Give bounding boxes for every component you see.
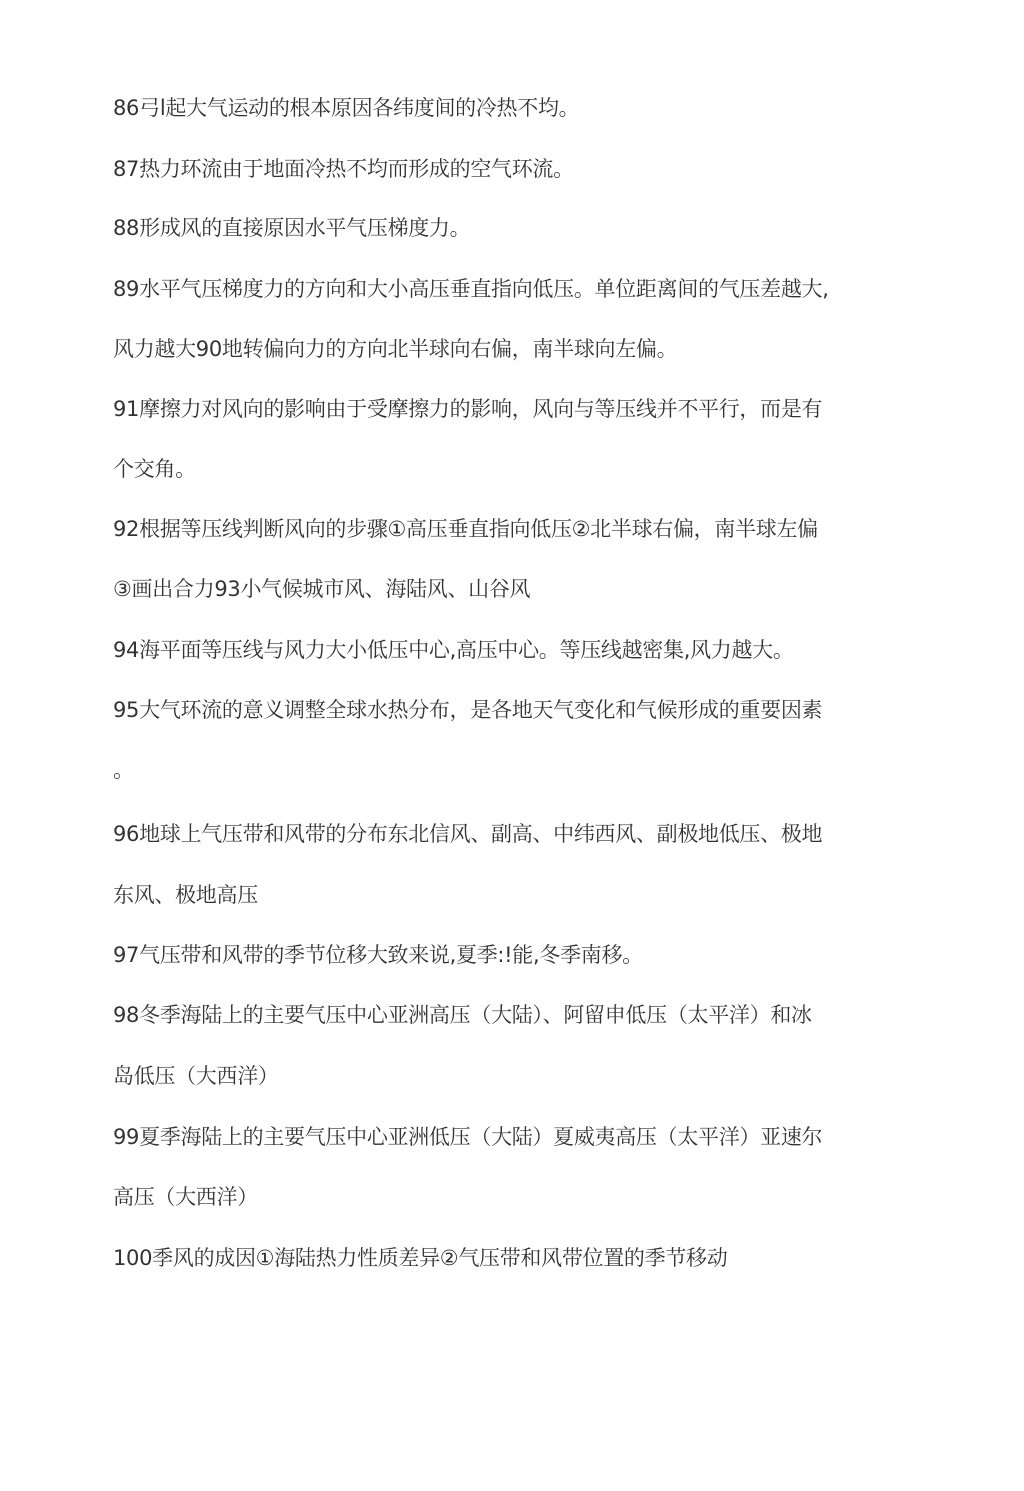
- text-line-97: 97气压带和风带的季节位移大致来说,夏季:!能,冬季南移。: [113, 943, 643, 967]
- text-line-99-continued: 高压（大西洋）: [113, 1185, 258, 1209]
- text-line-96: 96地球上气压带和风带的分布东北信风、副高、中纬西风、副极地低压、极地: [113, 822, 823, 846]
- text-line-98: 98冬季海陆上的主要气压中心亚洲高压（大陆）、阿留申低压（太平洋）和冰: [113, 1003, 812, 1027]
- text-line-98-continued: 岛低压（大西洋）: [113, 1064, 279, 1088]
- text-line-86: 86弓l起大气运动的根本原因各纬度间的冷热不均。: [113, 96, 580, 120]
- text-line-88: 88形成风的直接原因水平气压梯度力。: [113, 216, 471, 240]
- text-line-94: 94海平面等压线与风力大小低压中心,高压中心。等压线越密集,风力越大。: [113, 638, 794, 662]
- text-line-99: 99夏季海陆上的主要气压中心亚洲低压（大陆）夏威夷高压（太平洋）亚速尔: [113, 1125, 823, 1149]
- text-line-95: 95大气环流的意义调整全球水热分布，是各地天气变化和气候形成的重要因素: [113, 698, 823, 722]
- text-line-96-continued: 东风、极地高压: [113, 883, 258, 907]
- text-line-100: 100季风的成因①海陆热力性质差异②气压带和风带位置的季节移动: [113, 1246, 728, 1270]
- text-line-91: 91摩擦力对风向的影响由于受摩擦力的影响，风向与等压线并不平行，而是有: [113, 397, 823, 421]
- text-line-91-continued: 个交角。: [113, 457, 196, 481]
- text-line-89: 89水平气压梯度力的方向和大小高压垂直指向低压。单位距离间的气压差越大,: [113, 277, 829, 301]
- text-line-87: 87热力环流由于地面冷热不均而形成的空气环流。: [113, 157, 574, 181]
- text-line-92-continued: ③画出合力93小气候城市风、海陆风、山谷风: [113, 577, 531, 601]
- text-line-92: 92根据等压线判断风向的步骤①高压垂直指向低压②北半球右偏，南半球左偏: [113, 517, 818, 541]
- text-line-89-continued: 风力越大90地转偏向力的方向北半球向右偏，南半球向左偏。: [113, 337, 678, 361]
- text-line-95-continued: 。: [113, 758, 134, 782]
